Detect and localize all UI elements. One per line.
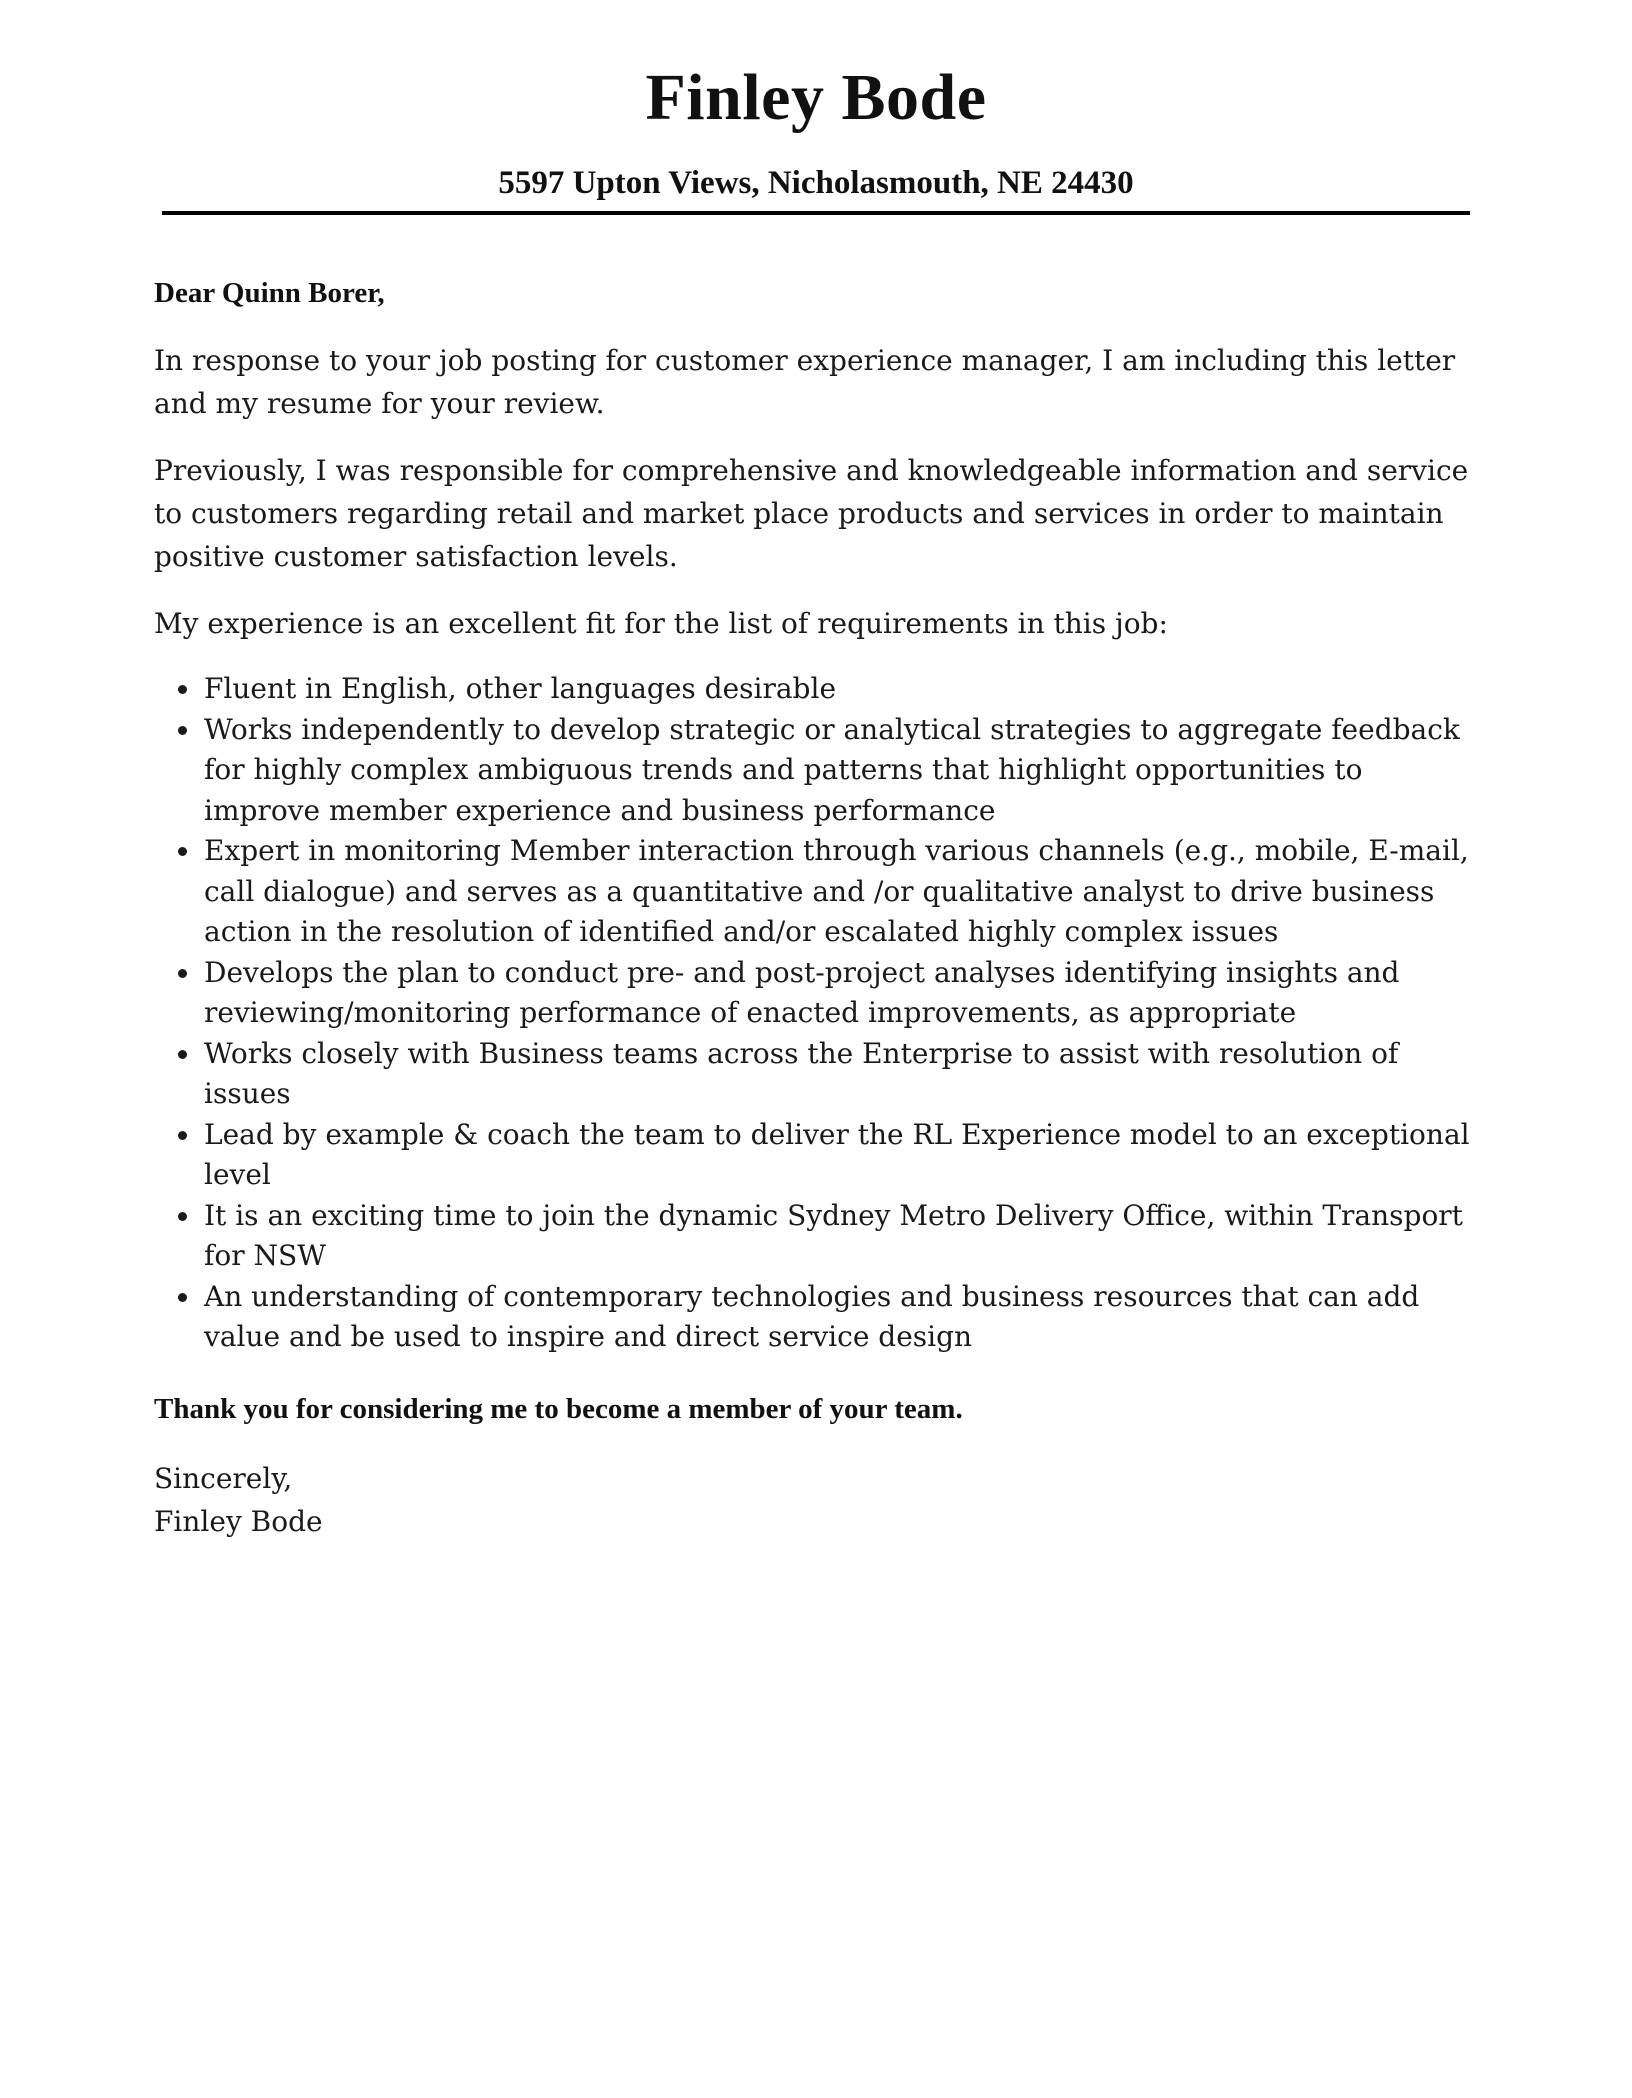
list-item: • Expert in monitoring Member interaction through various channels (e.g., mobile, E-mail, call dialogue) and serves as a quantitative and /or qualitative analyst to drive business action in the resolution of identified and/or escalated highly complex issues bbox=[202, 831, 1474, 953]
requirements-list bbox=[154, 669, 1474, 1358]
list-item: • Works closely with Business teams across the Enterprise to assist with resolution of issues bbox=[202, 1034, 1474, 1115]
list-item: • Fluent in English, other languages desirable bbox=[202, 669, 1474, 710]
list-item: • An understanding of contemporary technologies and business resources that can add value and be used to inspire and direct service design bbox=[202, 1277, 1474, 1358]
header-divider bbox=[162, 211, 1470, 215]
signoff: Sincerely, bbox=[154, 1461, 293, 1495]
closing-statement: Thank you for considering me to become a member of your team. bbox=[154, 1392, 963, 1425]
list-item: • Develops the plan to conduct pre- and post-project analyses identifying insights and reviewing/monitoring performance of enacted improvements, as appropriate bbox=[202, 953, 1474, 1034]
salutation: Dear Quinn Borer, bbox=[154, 277, 385, 309]
experience-paragraph: Previously, I was responsible for comprehensive and knowledgeable information and service to customers regarding retail and market place products and services in order to maintain positive customer satisfaction levels. bbox=[154, 454, 1469, 573]
list-item: • Lead by example & coach the team to deliver the RL Experience model to an exceptional level bbox=[202, 1115, 1474, 1196]
signature-name: Finley Bode bbox=[154, 1504, 323, 1538]
intro-paragraph: In response to your job posting for customer experience manager, I am including this letter and my resume for your review. bbox=[154, 344, 1456, 420]
letter-body bbox=[154, 272, 1474, 1543]
requirements-intro: My experience is an excellent fit for the list of requirements in this job: bbox=[154, 607, 1168, 640]
applicant-name: Finley Bode bbox=[645, 61, 987, 134]
list-item: • Works independently to develop strategic or analytical strategies to aggregate feedback for highly complex ambiguous trends and patterns that highlight opportunities to improve member experience and business performance bbox=[202, 710, 1474, 832]
list-item: • It is an exciting time to join the dynamic Sydney Metro Delivery Office, within Transport for NSW bbox=[202, 1196, 1474, 1277]
applicant-address: 5597 Upton Views, Nicholasmouth, NE 24430 bbox=[498, 165, 1134, 201]
